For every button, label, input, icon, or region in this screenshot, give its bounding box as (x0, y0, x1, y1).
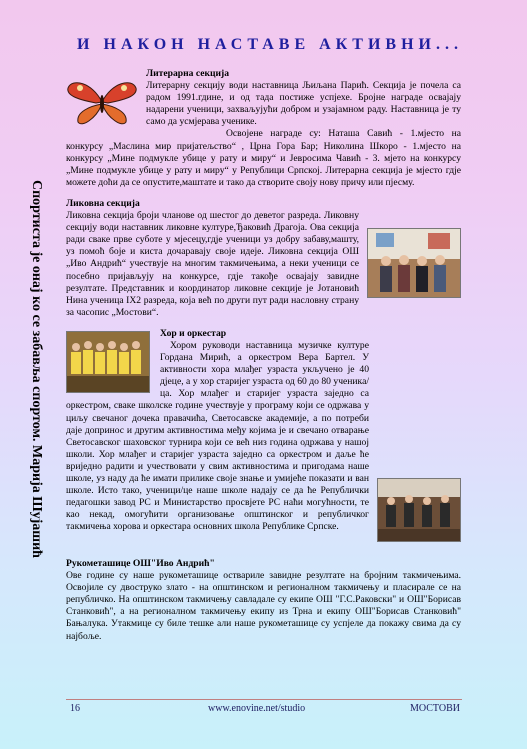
page-number: 16 (70, 703, 80, 714)
choir-paragraph: Хором руководи наставница музичке културе Гордана Мирић, а оркестром Вера Бартел. У активности хора млађег узраста укључено је 40 дјеце, а у хор старијег узраста од 60 до 80 ученика/ца. Хор млађег и старијег узраста заједно са оркестром, сваке школске године учествује у програму који се одржава у циљу свечаног дочека правачића, Светосавске академије, а по потреби даје допринос и другим активностима међу којима је и свечано отварање Светосавског шаховског турнира који се већ низ година одржава у нашој школи. Хор млађег и старијег узраста заједно са оркестром и даље ће вриједно радити и учествовати у свим активностима и пригодама наше школе, уз наду да ће имати прилике своје знање и умијеће показати и ван школе. Исто тако, ученици/це наше школе надају се да ће Републички педагошки завод РС и Министарство просвјете РС наћи могућности, те као некад, омогућити организовање општинског и републичког такмичења хорова и оркестара основних школа Републике Српске. (66, 339, 369, 533)
section-heading-handball: Рукометашице ОШ"Иво Андрић" (66, 557, 215, 569)
page-title: И НАКОН НАСТАВЕ АКТИВНИ... (77, 36, 463, 53)
section-heading-choir: Хор и оркестар (160, 327, 227, 339)
section-heading-art: Ликовна секција (66, 197, 140, 209)
art-group-photo (367, 228, 461, 298)
choir-photo (66, 331, 150, 393)
orchestra-photo (377, 478, 461, 542)
article-content (66, 68, 461, 643)
butterfly-image (66, 78, 138, 128)
handball-paragraph: Ове године су наше рукометашице оствариле завидне резултате на бројним такмичењима. Освојиле су двоструко злато - на општинском и регионалном такмичењу и пласирале се на републичко. На општинском такмичењу савладале су екипе ОШ "Г.С.Раковски" и ОШ"Борисав Станковић", а на регионалном такмичењу екипу из Трна и екипу ОШ"Борисав Станковић" Бањалука. Утакмице су биле тешке али наше рукометашице су успјеле да покажу свима да су најбоље. (66, 570, 461, 642)
literary-paragraph-1: Литерарну секцију води наставница Љиљана Парић. Секција је почела са радом 1991.гдине, и од тада постиже успјехе. Бројне награде освајају надарени ученици, захваљујући добром и узајамном раду. Наставница је ту само да усмјерава ученике. (146, 80, 461, 128)
sidebar-quote: Спортиста је онај ко се забавља спортом. Марија Шујашић (29, 180, 44, 558)
literary-paragraph-2: Освојене награде су: Наташа Савић - 1.мјесто на конкурсу „Маслина мир пријатељство“ , Црна Гора Бар; Николина Шкоро - 1.мјесто на конкурсу „Мине подмукле убице у рату и миру“ и Јевросима Чавић - 3. мјето на конкурсу „Мине подмукле убице у рату и миру“ у Републици Српској. Литерарна секција је мјесто гдје можете доћи да се опустите,маштате и тако да створите своју нову причу или пјесму. (66, 128, 461, 188)
section-heading-literary: Литерарна секција (146, 68, 230, 79)
footer-divider (66, 699, 462, 700)
footer-url-link[interactable]: www.enovine.net/studio (208, 703, 306, 714)
art-paragraph: Ликовна секција броји чланове од шестог до деветог разреда. Ликовну секцију води наставник ликовне културе,Ђаковић Драгоја. Ова секција ради сваке прве суботе у мјесецу,гдје ученици уз добру забаву,машту, уз помоћ боје и киста дочаравају своје идеје. Ликовна секција ОШ „Иво Андрић“ учествује на многим такмичењима, а неки ученици се посебно пријављују на конкурсе, гдје такође освајају завидне резултате. Представник и координатор ликовне секције је Јотановић Нина ученица IX2 разреда, која већ по други пут ради насловну страну за часопис „Мостови“. (66, 210, 359, 318)
publication-name: МОСТОВИ (410, 703, 460, 714)
